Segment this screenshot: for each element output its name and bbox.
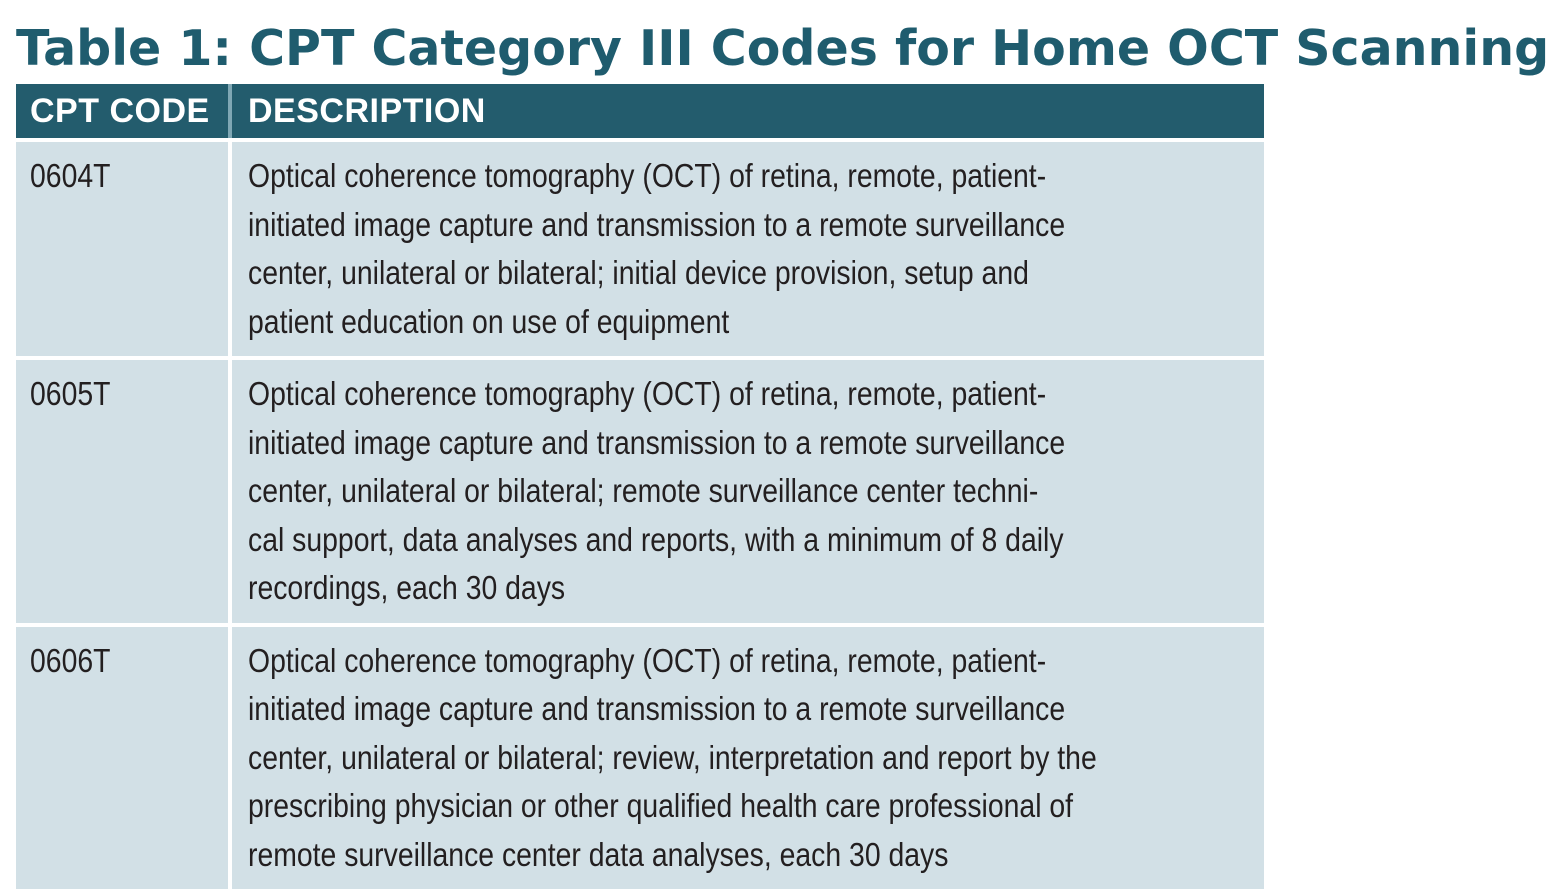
cpt-code: 0605T xyxy=(30,370,200,418)
table-header-row xyxy=(16,84,1264,142)
table-title: Table 1: CPT Category III Codes for Home OCT Scanning xyxy=(16,14,1272,84)
description-line: Optical coherence tomography (OCT) of retina, remote, patient- xyxy=(248,152,1237,201)
description-line: center, unilateral or bilateral; review, interpretation and report by the xyxy=(248,734,1237,783)
description-text xyxy=(248,152,1237,346)
cpt-code: 0606T xyxy=(30,637,200,685)
description-cell xyxy=(228,360,1398,623)
description-line: recordings, each 30 days xyxy=(248,564,1237,613)
description-cell xyxy=(228,627,1398,890)
code-cell xyxy=(16,627,228,890)
description-line: initiated image capture and transmission to a remote surveillance xyxy=(248,685,1237,734)
description-line: patient education on use of equipment xyxy=(248,298,1237,347)
table-row xyxy=(16,142,1264,360)
description-text xyxy=(248,370,1237,613)
description-line: Optical coherence tomography (OCT) of retina, remote, patient- xyxy=(248,637,1237,686)
header-cell-code xyxy=(16,84,228,138)
description-line: Optical coherence tomography (OCT) of retina, remote, patient- xyxy=(248,370,1237,419)
description-line: center, unilateral or bilateral; initial device provision, setup and xyxy=(248,249,1237,298)
description-line: remote surveillance center data analyses, each 30 days xyxy=(248,831,1237,880)
description-line: initiated image capture and transmission to a remote surveillance xyxy=(248,419,1237,468)
description-line: center, unilateral or bilateral; remote surveillance center techni- xyxy=(248,467,1237,516)
description-cell xyxy=(228,142,1398,356)
code-cell xyxy=(16,360,228,623)
table-row xyxy=(16,627,1264,893)
header-cell-description xyxy=(228,84,1264,138)
cpt-codes-table xyxy=(16,84,1264,893)
description-text xyxy=(248,637,1237,880)
code-cell xyxy=(16,142,228,356)
header-label-description: DESCRIPTION xyxy=(248,92,486,130)
description-line: initiated image capture and transmission to a remote surveillance xyxy=(248,201,1237,250)
description-line: prescribing physician or other qualified health care professional of xyxy=(248,782,1237,831)
header-label-code: CPT CODE xyxy=(30,92,210,130)
table-row xyxy=(16,360,1264,627)
cpt-code: 0604T xyxy=(30,152,200,200)
description-line: cal support, data analyses and reports, with a minimum of 8 daily xyxy=(248,516,1237,565)
